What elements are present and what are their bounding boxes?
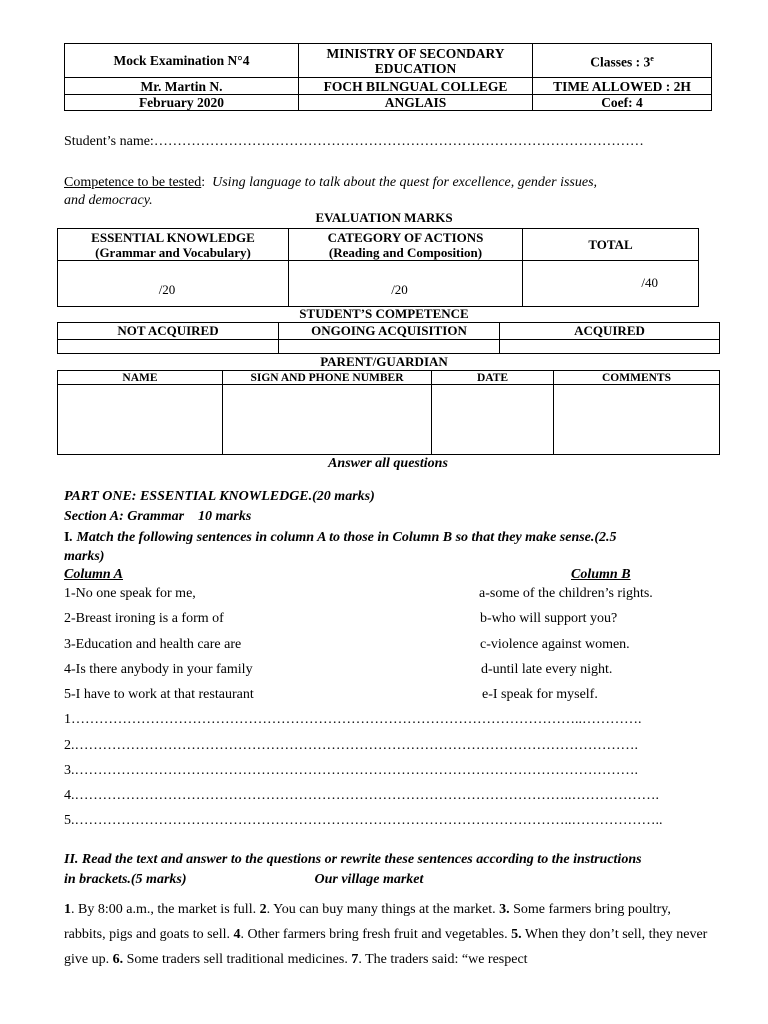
q1-text-1: . Match the following sentences in column A to those in Column B so that they make sense.(2.5 [69,530,617,545]
sentence-text: . Other farmers bring fresh fruit and vegetables. [240,927,512,942]
column-a-item: 1-No one speak for me, [64,586,196,601]
section-a-heading: Section A: Grammar 10 marks [64,509,252,524]
q1-instruction [64,528,714,566]
answer-line[interactable]: 4.……………………………………………………………………………………………..………………. [64,788,659,803]
answer-line[interactable]: 1………………………………………………………………………………………………..…………. [64,712,642,727]
column-a-item: 3-Education and health care are [64,637,242,652]
ministry-cell [299,44,533,78]
exam-date: February 2020 [65,95,299,111]
teacher-name: Mr. Martin N. [65,78,299,95]
sentence-text: . You can buy many things at the market. [266,902,500,917]
parent-guardian-title: PARENT/GUARDIAN [320,354,448,369]
not-acquired-cell [58,340,279,354]
answer-all-instruction: Answer all questions [328,456,448,471]
ongoing-acquisition-header: ONGOING ACQUISITION [279,323,500,340]
column-a-item: 2-Breast ironing is a form of [64,611,224,626]
ca-line-2: (Reading and Composition) [328,244,483,260]
column-b-item: e-I speak for myself. [482,687,598,702]
sentence-text: Some traders sell traditional medicines. [123,952,352,967]
student-name-line: Student’s name:…………………………………………………………………………………………… [64,134,644,149]
column-a-heading: Column A [64,567,124,582]
answer-line[interactable]: 2.…………………………………………………………………………………………………………. [64,738,638,753]
parent-date-cell [432,385,554,455]
school-name: FOCH BILNGUAL COLLEGE [299,78,533,95]
time-allowed: TIME ALLOWED : 2H [533,78,712,95]
ministry-line-1: MINISTRY OF SECONDARY [326,45,505,61]
evaluation-title: EVALUATION MARKS [315,210,453,225]
sentence-number: 3. [499,902,510,917]
column-b-item: d-until late every night. [481,662,613,677]
ongoing-acquisition-cell [279,340,500,354]
column-a-item: 4-Is there anybody in your family [64,662,253,677]
parent-sign-cell [223,385,432,455]
parent-name-header: NAME [58,371,223,385]
column-a-item: 5-I have to work at that restaurant [64,687,254,702]
competence-block [64,174,704,210]
parent-guardian-table [57,370,720,455]
column-b-heading: Column B [571,567,631,582]
ca-line-1: CATEGORY OF ACTIONS [327,229,484,245]
acquired-cell [500,340,720,354]
sentence-number: 1 [64,902,71,917]
parent-name-cell [58,385,223,455]
sentence-text: . The traders said: “we respect [358,952,528,967]
sentence-text: When they don’t sell, they never give up. [64,927,708,967]
ca-mark: /20 [289,261,523,307]
sentence-text: . By 8:00 a.m., the market is full. [71,902,260,917]
acquired-header: ACQUIRED [500,323,720,340]
answer-line[interactable]: 5.……………………………………………………………………………………………..……………….. [64,813,663,828]
ek-line-2: (Grammar and Vocabulary) [95,244,251,260]
passage-text [64,897,714,972]
subject-name: ANGLAIS [299,95,533,111]
column-b-item: c-violence against women. [480,637,630,652]
coefficient: Coef: 4 [533,95,712,111]
class-label: Classes : 3 [590,54,651,70]
q1-number: I [64,530,70,545]
ek-line-1: ESSENTIAL KNOWLEDGE [91,229,255,245]
essential-knowledge-header [58,229,289,261]
competence-label: Competence to be tested [64,175,202,190]
class-cell [533,44,712,78]
category-actions-header [289,229,523,261]
sentence-number: 6. [112,952,124,967]
column-b-item: b-who will support you? [480,611,618,626]
parent-comments-header: COMMENTS [554,371,720,385]
answer-line[interactable]: 3.…………………………………………………………………………………………………………. [64,763,638,778]
evaluation-table [57,228,699,307]
total-mark: /40 [523,261,699,307]
q2-text-2: in brackets.(5 marks) [64,872,187,887]
exam-header-table [64,43,712,111]
competence-colon: : [201,175,206,190]
passage-title: Our village market [314,872,424,887]
exam-title: Mock Examination N°4 [65,44,299,78]
sentence-text: Some farmers bring poultry, rabbits, pigs and goats to sell. [64,902,671,942]
not-acquired-header: NOT ACQUIRED [58,323,279,340]
parent-comments-cell [554,385,720,455]
sentence-number: 2 [259,902,267,917]
ek-mark: /20 [58,261,289,307]
q2-text-1: II. Read the text and answer to the questions or rewrite these sentences according to the instructions [64,852,642,867]
student-competence-table [57,322,720,354]
sentence-number: 5. [511,927,522,942]
sentence-number: 7 [351,952,359,967]
part-one-heading: PART ONE: ESSENTIAL KNOWLEDGE.(20 marks) [64,489,375,504]
total-header: TOTAL [523,229,699,261]
class-sup: e [650,54,654,64]
q1-text-2: marks) [64,549,105,564]
parent-date-header: DATE [432,371,554,385]
parent-sign-header: SIGN AND PHONE NUMBER [223,371,432,385]
student-competence-title: STUDENT’S COMPETENCE [299,306,469,321]
competence-text-2: and democracy. [64,193,153,208]
ministry-line-2: EDUCATION [374,60,457,76]
q2-instruction [64,850,724,890]
column-b-item: a-some of the children’s rights. [479,586,653,601]
competence-text-1: Using language to talk about the quest for excellence, gender issues, [212,175,598,190]
sentence-number: 4 [233,927,241,942]
